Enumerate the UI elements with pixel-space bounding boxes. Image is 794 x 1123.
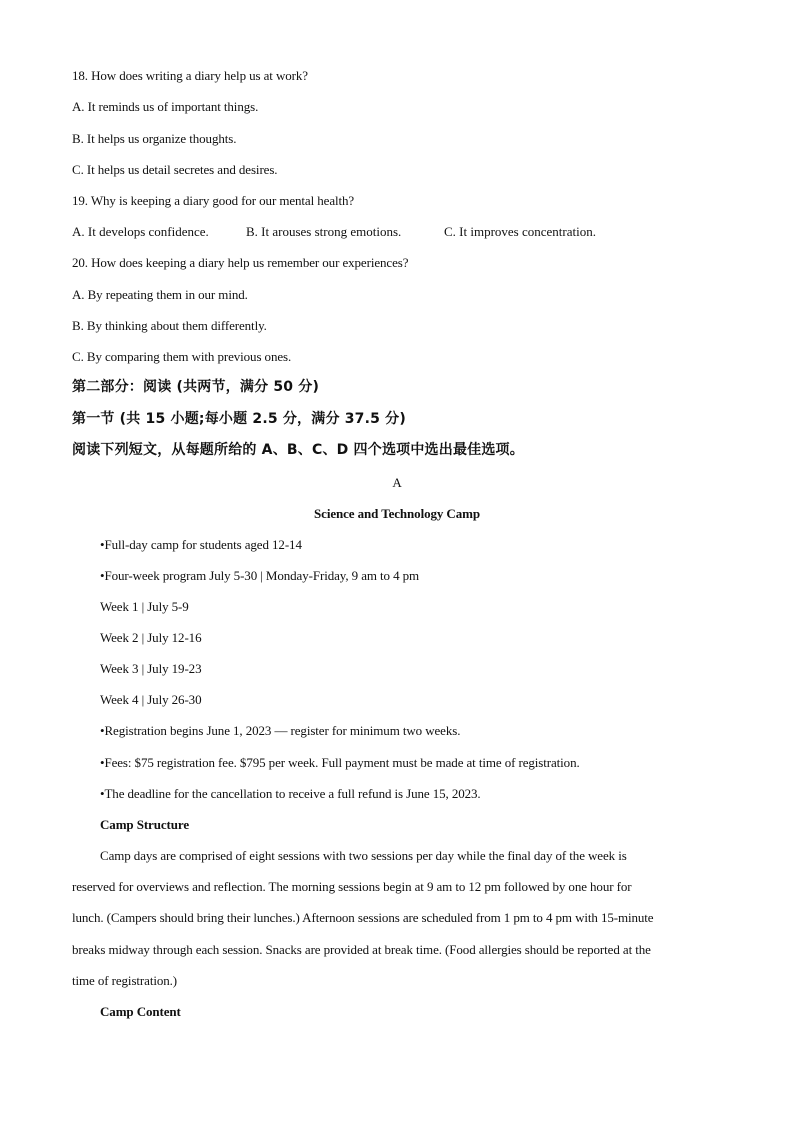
question-18-option-b: B. It helps us organize thoughts.	[72, 131, 237, 146]
question-20-option-c: C. By comparing them with previous ones.	[72, 349, 292, 364]
part-two-heading: 第二部分：阅读 (共两节，满分 50 分)	[72, 379, 320, 395]
question-20-stem: 20. How does keeping a diary help us remember our experiences?	[72, 255, 409, 270]
camp-content-heading: Camp Content	[100, 1004, 181, 1019]
camp-week-item: Week 2 | July 12-16	[100, 630, 202, 645]
camp-week-item: Week 1 | July 5-9	[100, 599, 189, 614]
section-one-heading: 第一节 (共 15 小题;每小题 2.5 分，满分 37.5 分)	[72, 411, 406, 427]
camp-info-item: •Registration begins June 1, 2023 — register for minimum two weeks.	[100, 723, 461, 738]
question-18-stem: 18. How does writing a diary help us at work?	[72, 68, 308, 83]
camp-info-item: •Full-day camp for students aged 12-14	[100, 537, 302, 552]
camp-info-item: •Fees: $75 registration fee. $795 per week. Full payment must be made at time of registration.	[100, 755, 580, 770]
camp-structure-line: Camp days are comprised of eight sessions with two sessions per day while the final day of the week is	[100, 848, 627, 863]
question-18-option-c: C. It helps us detail secretes and desires.	[72, 162, 278, 177]
camp-structure-line: breaks midway through each session. Snacks are provided at break time. (Food allergies should be reported at the	[72, 942, 651, 957]
camp-structure-line: time of registration.)	[72, 973, 178, 988]
camp-week-item: Week 3 | July 19-23	[100, 661, 202, 676]
camp-info-item: •The deadline for the cancellation to receive a full refund is June 15, 2023.	[100, 786, 481, 801]
question-19-option-b: B. It arouses strong emotions.	[246, 224, 402, 239]
reading-instruction: 阅读下列短文，从每题所给的 A、B、C、D 四个选项中选出最佳选项。	[72, 442, 524, 458]
question-20-option-a: A. By repeating them in our mind.	[72, 287, 248, 302]
camp-week-item: Week 4 | July 26-30	[100, 692, 202, 707]
camp-info-item: •Four-week program July 5-30 | Monday-Friday, 9 am to 4 pm	[100, 568, 420, 583]
passage-title: Science and Technology Camp	[314, 506, 480, 521]
camp-structure-line: reserved for overviews and reflection. The morning sessions begin at 9 am to 12 pm followed by one hour for	[72, 879, 632, 894]
question-20-option-b: B. By thinking about them differently.	[72, 318, 267, 333]
passage-letter: A	[392, 475, 402, 490]
question-19-stem: 19. Why is keeping a diary good for our mental health?	[72, 193, 355, 208]
camp-structure-heading: Camp Structure	[100, 817, 189, 832]
question-19-option-c: C. It improves concentration.	[444, 224, 596, 239]
question-18-option-a: A. It reminds us of important things.	[72, 99, 259, 114]
camp-structure-line: lunch. (Campers should bring their lunches.) Afternoon sessions are scheduled from 1 pm to 4 pm with 15-minute	[72, 910, 654, 925]
question-19-option-a: A. It develops confidence.	[72, 224, 209, 239]
